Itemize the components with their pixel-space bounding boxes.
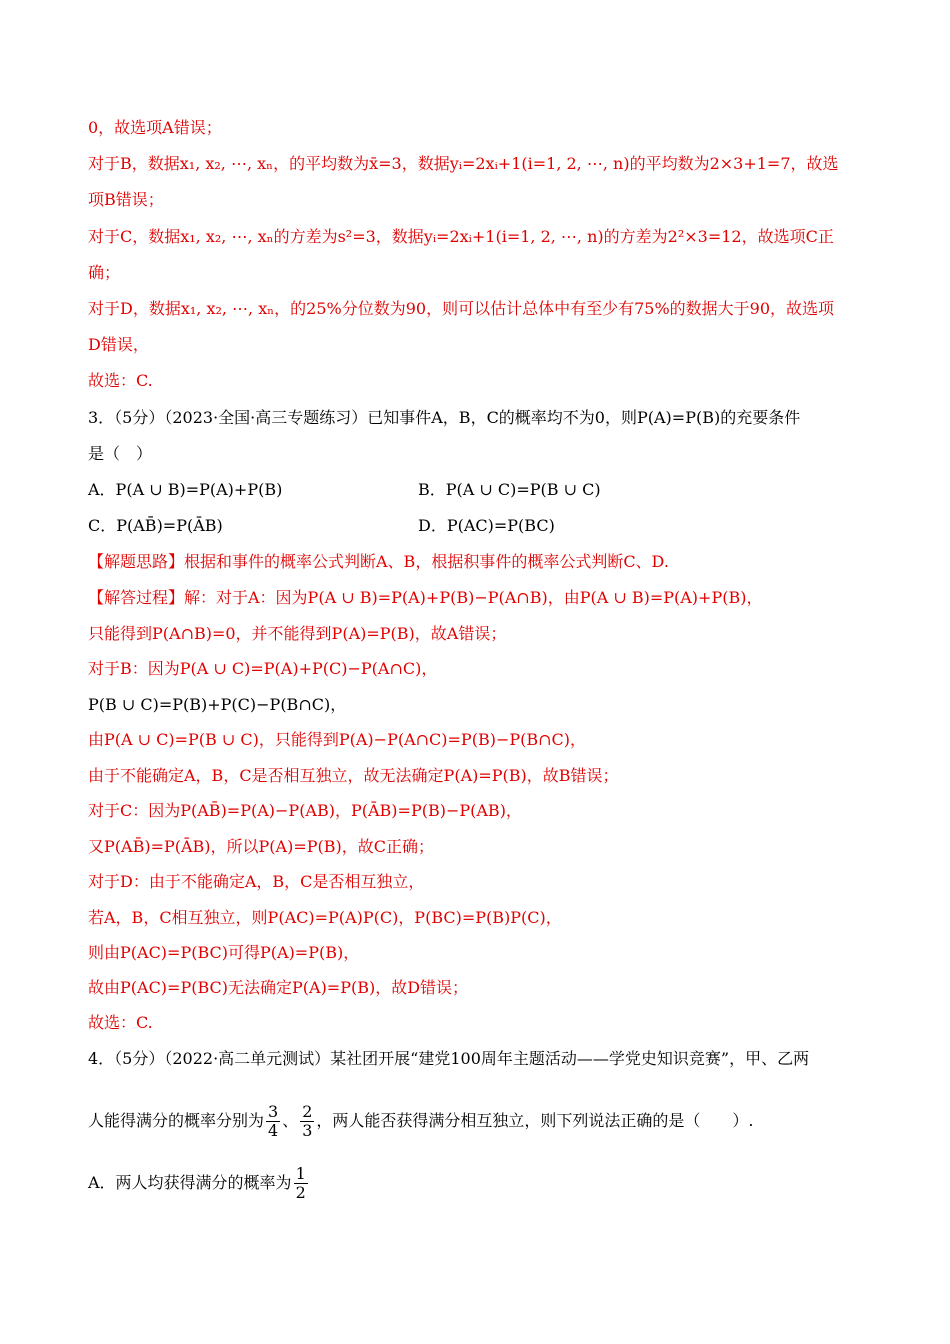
fraction-denominator: 2 <box>295 1183 306 1202</box>
solution-line: 确； <box>88 263 121 282</box>
solution-line: 【解答过程】解：对于A：因为P(A ∪ B)=P(A)+P(B)−P(A∩B)，由P(A ∪ B)=P(A)+P(B)， <box>88 588 763 607</box>
solution-line: 若A，B，C相互独立，则P(AC)=P(A)P(C)，P(BC)=P(B)P(C)， <box>88 908 562 927</box>
solution-line: 故选：C. <box>88 1013 153 1032</box>
fraction-numerator: 1 <box>295 1164 306 1183</box>
q4-text: ，两人能否获得满分相互独立，则下列说法正确的是（ ）. <box>316 1111 754 1130</box>
q4-option-a-text: A．两人均获得满分的概率为 <box>88 1173 292 1192</box>
fraction <box>294 1166 308 1201</box>
fraction-denominator: 3 <box>302 1121 313 1140</box>
solution-line: 故由P(AC)=P(BC)无法确定P(A)=P(B)，故D错误； <box>88 978 469 997</box>
solution-line: 对于B，数据x₁, x₂, ⋯, xₙ，的平均数为x̄=3，数据yᵢ=2xᵢ+1(i=1, 2, ⋯, n)的平均数为2×3+1=7，故选 <box>88 154 839 173</box>
solution-line: 只能得到P(A∩B)=0，并不能得到P(A)=P(B)，故A错误； <box>88 624 507 643</box>
fraction <box>266 1104 280 1139</box>
solution-line: 又P(AB̄)=P(ĀB)，所以P(A)=P(B)，故C正确； <box>88 837 434 856</box>
solution-line: 对于C，数据x₁, x₂, ⋯, xₙ的方差为s²=3，数据yᵢ=2xᵢ+1(i=1, 2, ⋯, n)的方差为2²×3=12，故选项C正 <box>88 227 834 246</box>
solution-line: 由P(A ∪ C)=P(B ∪ C)，只能得到P(A)−P(A∩C)=P(B)−P(B∩C)， <box>88 730 587 749</box>
q3-option-c: C．P(AB̄)=P(ĀB) <box>88 516 223 535</box>
question-3-stem: 是（ ） <box>88 444 153 463</box>
fraction-numerator: 2 <box>302 1102 313 1121</box>
solution-line: 则由P(AC)=P(BC)可得P(A)=P(B)， <box>88 943 360 962</box>
solution-line: 对于C：因为P(AB̄)=P(A)−P(AB)，P(ĀB)=P(B)−P(AB)， <box>88 801 522 820</box>
question-4-stem <box>88 1098 754 1144</box>
fraction-numerator: 3 <box>268 1102 279 1121</box>
solution-line: 故选：C. <box>88 371 153 390</box>
solution-line: 对于D：由于不能确定A，B，C是否相互独立， <box>88 872 425 891</box>
q4-text: 人能得满分的概率分别为 <box>88 1111 265 1130</box>
q3-option-d: D．P(AC)=P(BC) <box>418 516 555 535</box>
q3-option-a: A．P(A ∪ B)=P(A)+P(B) <box>88 480 283 499</box>
solution-line: 由于不能确定A，B，C是否相互独立，故无法确定P(A)=P(B)，故B错误； <box>88 766 619 785</box>
fraction <box>300 1104 314 1139</box>
solution-line: 对于D，数据x₁, x₂, ⋯, xₙ，的25%分位数为90，则可以估计总体中有至少有75%的数据大于90，故选项 <box>88 299 835 318</box>
solution-line: D错误， <box>88 335 149 354</box>
q4-option-a <box>88 1160 310 1206</box>
solution-line: P(B ∪ C)=P(B)+P(C)−P(B∩C)， <box>88 695 347 714</box>
question-3-stem: 3．（5分）（2023·全国·高三专题练习）已知事件A，B，C的概率均不为0，则P(A)=P(B)的充要条件 <box>88 408 801 427</box>
q4-sep: 、 <box>282 1111 299 1130</box>
q3-option-b: B．P(A ∪ C)=P(B ∪ C) <box>418 480 601 499</box>
fraction-denominator: 4 <box>268 1121 279 1140</box>
solution-line: 【解题思路】根据和事件的概率公式判断A、B，根据积事件的概率公式判断C、D. <box>88 552 669 571</box>
solution-line: 0，故选项A错误； <box>88 118 222 137</box>
solution-line: 项B错误； <box>88 190 164 209</box>
question-4-stem: 4．（5分）（2022·高二单元测试）某社团开展“建党100周年主题活动——学党史知识竞赛”，甲、乙两 <box>88 1049 810 1068</box>
solution-line: 对于B：因为P(A ∪ C)=P(A)+P(C)−P(A∩C)， <box>88 659 438 678</box>
